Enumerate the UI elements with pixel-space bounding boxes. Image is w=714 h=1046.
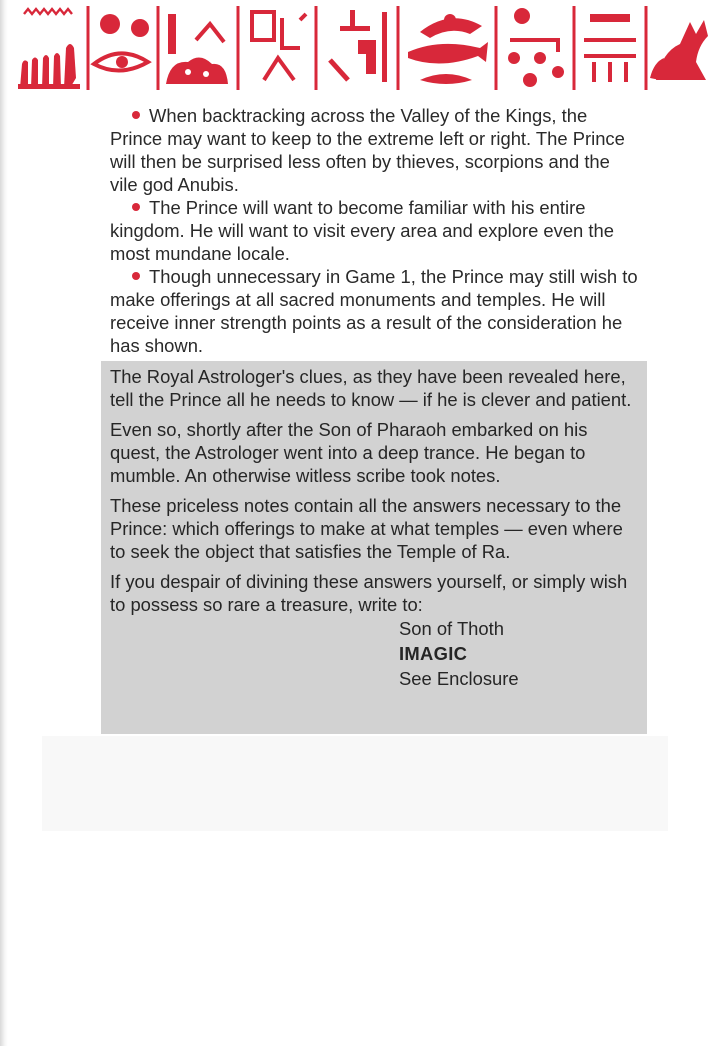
tips-list — [110, 104, 638, 357]
tip-item — [110, 265, 638, 357]
zigzag-water-glyph — [24, 9, 72, 14]
vessel-glyph — [584, 14, 636, 82]
box-paragraph: These priceless notes contain all the answers necessary to the Prince: which offerings to make at what temples — even where to seek the object that satisfies the Temple of Ra. — [110, 495, 623, 562]
seated-figure-glyph — [166, 14, 228, 84]
bullet-icon — [132, 272, 140, 280]
box-paragraph: Even so, shortly after the Son of Pharaoh embarked on his quest, the Astrologer went into a deep trance. He began to mumble. An otherwise witless scribe took notes. — [110, 419, 588, 486]
faint-backdrop — [42, 736, 668, 831]
tip-item — [110, 196, 638, 265]
house-plan-glyph — [252, 12, 306, 80]
tip-item — [110, 104, 638, 196]
box-paragraph: If you despair of divining these answers yourself, or simply wish to possess so rare a treasure, write to: — [110, 571, 628, 615]
box-paragraph: The Royal Astrologer's clues, as they have been revealed here, tell the Prince all he needs to know — if he is clever and patient. — [110, 366, 632, 410]
hieroglyph-band — [10, 0, 714, 92]
company-name: IMAGIC — [399, 643, 468, 664]
astrologer-notes-box — [101, 361, 647, 734]
jackal-glyph — [650, 20, 708, 80]
bullet-icon — [132, 203, 140, 211]
standing-figure-glyph — [330, 10, 387, 82]
page-edge — [0, 0, 8, 1046]
tip-text: Though unnecessary in Game 1, the Prince may still wish to make offerings at all sacred monuments and temples. He will receive inner strength points as a result of the consideration he has shown. — [110, 266, 638, 356]
mailing-address — [399, 616, 640, 691]
reed-columns-glyph — [18, 44, 80, 89]
tip-text: When backtracking across the Valley of the Kings, the Prince may want to keep to the extreme left or right. The Prince will then be surprised less often by thieves, scorpions and the vile god Anubis. — [110, 105, 625, 195]
address-line: Son of Thoth — [399, 618, 504, 639]
tip-text: The Prince will want to become familiar with his entire kingdom. He will want to visit every area and explore even the most mundane locale. — [110, 197, 614, 264]
bullet-icon — [132, 111, 140, 119]
address-line: See Enclosure — [399, 668, 519, 689]
bird-fish-glyph — [408, 14, 488, 84]
face-eye-glyph — [94, 14, 149, 71]
circle-cluster-glyph — [508, 8, 564, 87]
